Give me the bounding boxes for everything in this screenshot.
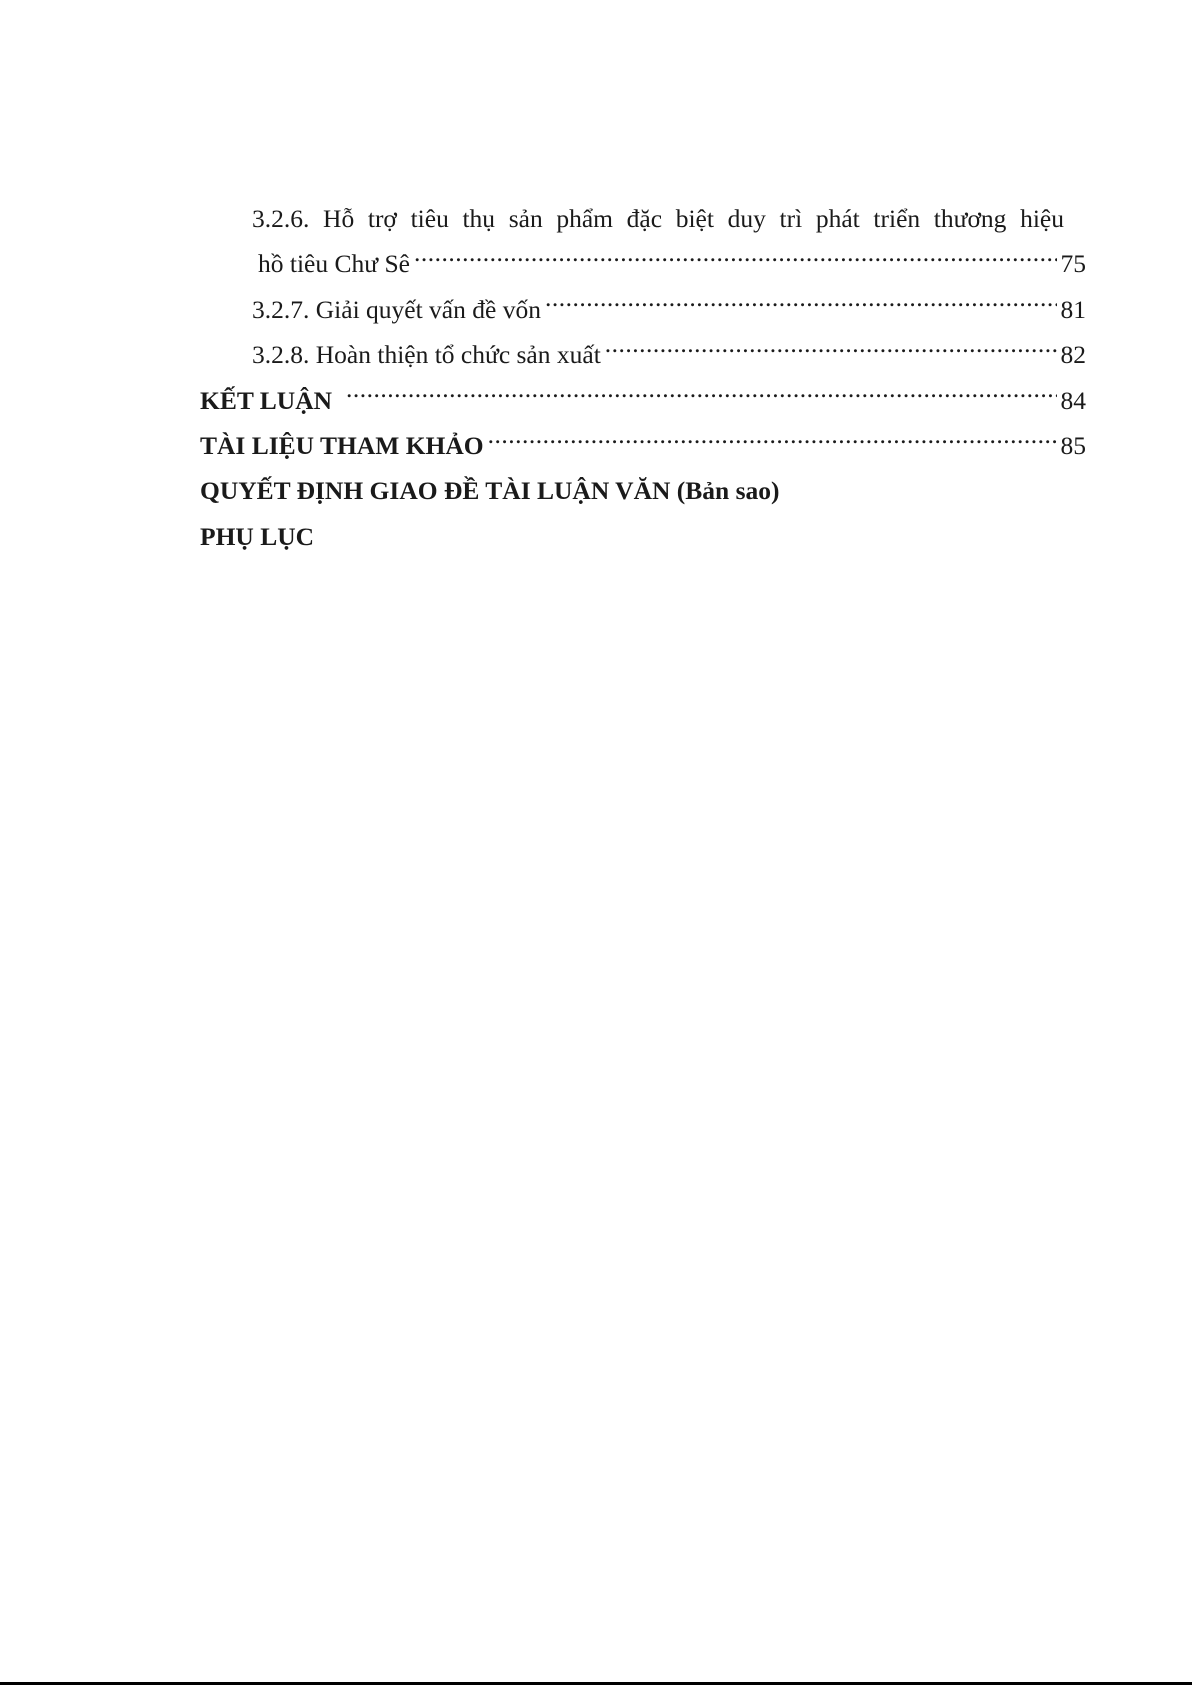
toc-page-number: 81 bbox=[1060, 294, 1086, 324]
toc-entry-phu-luc[interactable] bbox=[200, 514, 1086, 559]
toc-entry-ket-luan[interactable] bbox=[200, 378, 1086, 423]
toc-page-number: 85 bbox=[1060, 430, 1086, 460]
toc-page-number: 84 bbox=[1060, 385, 1086, 415]
toc-entry-3-2-8[interactable] bbox=[200, 332, 1086, 377]
dot-leader bbox=[346, 383, 1056, 409]
dot-leader bbox=[414, 247, 1057, 273]
dot-leader bbox=[605, 338, 1057, 364]
toc-entry-title: KẾT LUẬN bbox=[200, 385, 333, 415]
toc-entry-title: hồ tiêu Chư Sê bbox=[258, 249, 410, 279]
toc-entry-3-2-6-line2[interactable] bbox=[200, 241, 1086, 286]
toc-entry-title: 3.2.6. Hỗ trợ tiêu thụ sản phẩm đặc biệt duy trì phát triển thương hiệu bbox=[252, 204, 1064, 233]
toc-entry-title: QUYẾT ĐỊNH GIAO ĐỀ TÀI LUẬN VĂN (Bản sao) bbox=[200, 476, 780, 506]
toc-page-number: 82 bbox=[1060, 340, 1086, 370]
toc-entry-quyet-dinh[interactable] bbox=[200, 468, 1086, 513]
toc-entry-title: 3.2.7. Giải quyết vấn đề vốn bbox=[252, 294, 541, 324]
dot-leader bbox=[488, 428, 1057, 454]
toc-entry-3-2-7[interactable] bbox=[200, 287, 1086, 332]
toc-entry-title: TÀI LIỆU THAM KHẢO bbox=[200, 430, 484, 460]
toc-entry-3-2-6-line1[interactable] bbox=[200, 196, 1086, 241]
toc-page-number: 75 bbox=[1060, 249, 1086, 279]
toc-entry-tai-lieu-tham-khao[interactable] bbox=[200, 423, 1086, 468]
table-of-contents bbox=[200, 196, 1086, 559]
dot-leader bbox=[545, 292, 1057, 318]
toc-entry-title: 3.2.8. Hoàn thiện tổ chức sản xuất bbox=[252, 340, 601, 370]
toc-entry-title: PHỤ LỤC bbox=[200, 521, 315, 551]
